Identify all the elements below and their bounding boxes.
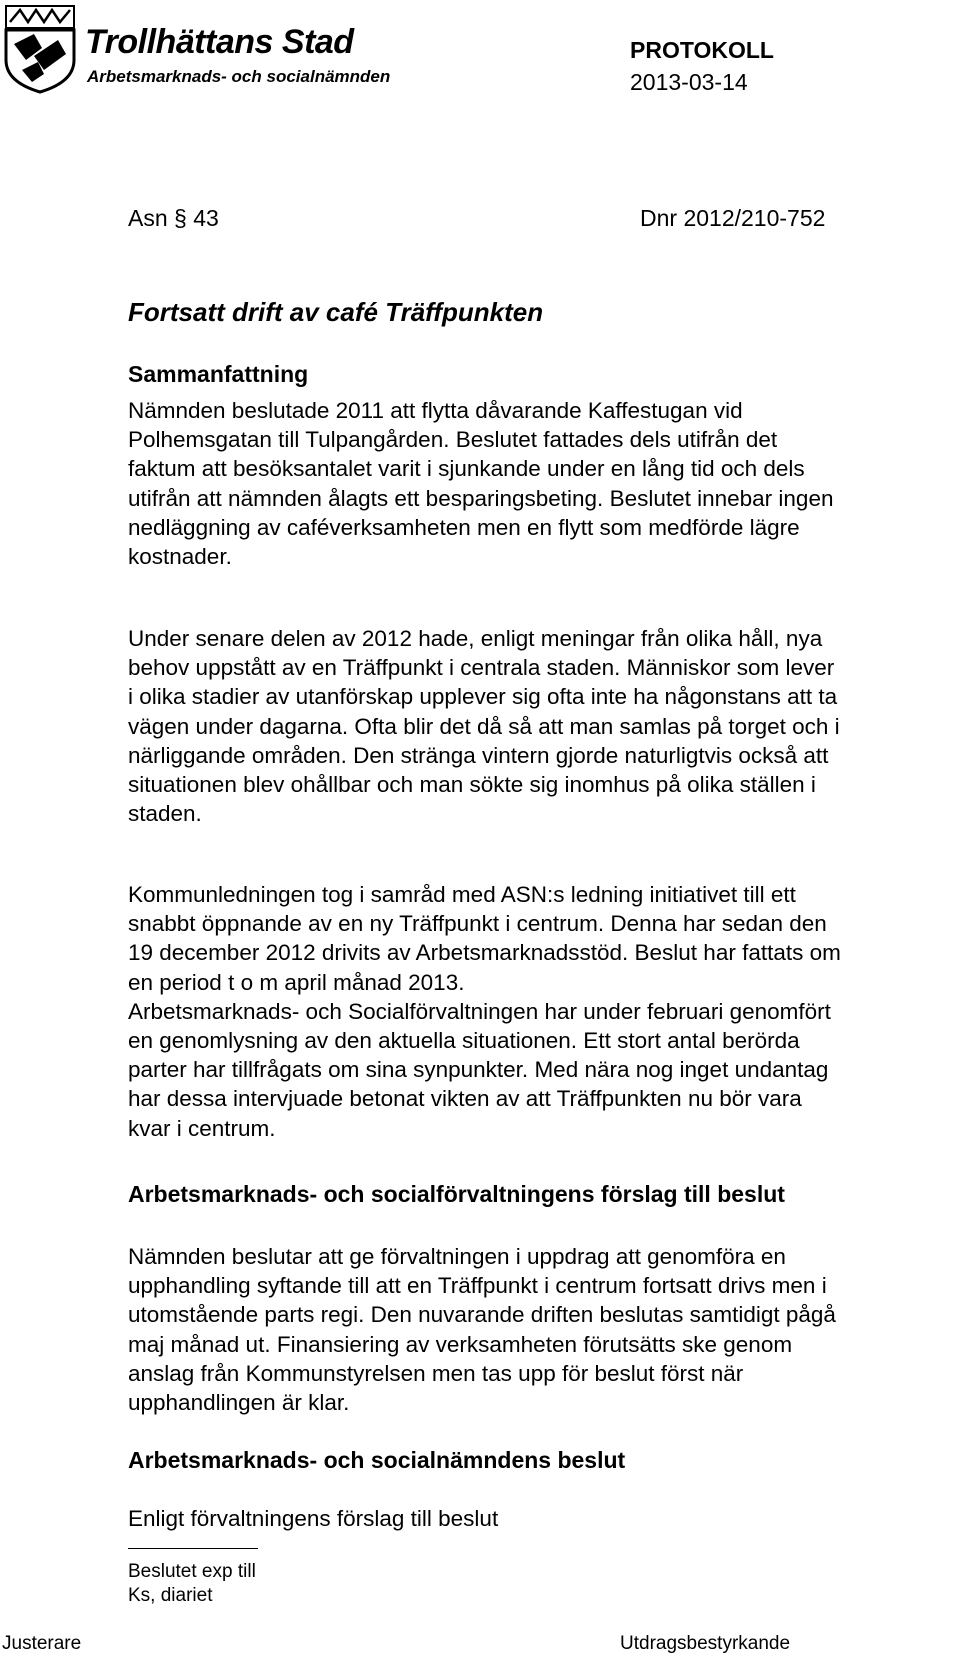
- organization-name: Trollhättans Stad: [85, 23, 354, 61]
- summary-heading: Sammanfattning: [128, 361, 309, 387]
- text-line: 19 december 2012 drivits av Arbetsmarknadsstöd. Beslut har fattats om: [128, 940, 841, 966]
- text-line: kostnader.: [128, 544, 232, 570]
- text-line: utifrån att nämnden ålagts ett besparingsbeting. Beslutet innebar ingen: [128, 485, 834, 511]
- case-number: Dnr 2012/210-752: [640, 205, 826, 231]
- document-type: PROTOKOLL: [630, 37, 774, 63]
- text-line: parter har tillfrågats om sina synpunkter. Med nära nog inget undantag: [128, 1057, 829, 1083]
- decision-heading: Arbetsmarknads- och socialnämndens beslut: [128, 1447, 626, 1473]
- coat-of-arms-logo: [4, 4, 76, 94]
- text-line: Enligt förvaltningens förslag till beslut: [128, 1506, 499, 1531]
- summary-paragraph-3: [128, 880, 948, 1143]
- text-line: en period t o m april månad 2013.: [128, 969, 465, 995]
- text-line: snabbt öppnande av en ny Träffpunkt i centrum. Denna har sedan den: [128, 911, 827, 937]
- text-line: upphandling syftande till att en Träffpunkt i centrum fortsatt drivs men i: [128, 1273, 827, 1299]
- text-line: behov uppstått av en Träffpunkt i centrala staden. Människor som lever: [128, 655, 835, 681]
- text-line: en genomlysning av den aktuella situationen. Ett stort antal berörda: [128, 1028, 800, 1054]
- footer-certification-label: Utdragsbestyrkande: [620, 1633, 791, 1654]
- proposal-heading: Arbetsmarknads- och socialförvaltningens förslag till beslut: [128, 1181, 785, 1207]
- proposal-paragraph: [128, 1242, 948, 1417]
- organization-department: Arbetsmarknads- och socialnämnden: [87, 67, 391, 86]
- distribution-line-2: Ks, diariet: [128, 1585, 213, 1606]
- page-title: Fortsatt drift av café Träffpunkten: [128, 297, 544, 327]
- text-line: faktum att besöksantalet varit i sjunkande under en lång tid och dels: [128, 456, 805, 482]
- text-line: Nämnden beslutade 2011 att flytta dåvarande Kaffestugan vid: [128, 398, 743, 423]
- text-line: Arbetsmarknads- och Socialförvaltningen har under februari genomfört: [128, 998, 831, 1024]
- text-line: anslag från Kommunstyrelsen men tas upp för beslut först när: [128, 1360, 744, 1386]
- divider-line: [128, 1548, 258, 1549]
- text-line: vägen under dagarna. Ofta blir det då så att man samlas på torget och i: [128, 713, 840, 739]
- text-line: kvar i centrum.: [128, 1115, 276, 1141]
- text-line: Under senare delen av 2012 hade, enligt meningar från olika håll, nya: [128, 626, 823, 651]
- text-line: maj månad ut. Finansiering av verksamheten förutsätts ske genom: [128, 1331, 793, 1357]
- text-line: Nämnden beslutar att ge förvaltningen i uppdrag att genomföra en: [128, 1244, 786, 1269]
- text-line: upphandlingen är klar.: [128, 1390, 350, 1416]
- decision-text: [128, 1504, 948, 1533]
- text-line: utomstående parts regi. Den nuvarande driften beslutas samtidigt pågå: [128, 1302, 836, 1328]
- summary-paragraph-2: [128, 624, 948, 828]
- document-date: 2013-03-14: [630, 69, 748, 95]
- text-line: situationen blev ohållbar och man sökte sig inomhus på olika ställen i: [128, 772, 816, 798]
- paragraph-number: Asn § 43: [128, 205, 219, 231]
- text-line: Kommunledningen tog i samråd med ASN:s ledning initiativet till ett: [128, 882, 796, 907]
- text-line: i olika stadier av utanförskap upplever sig ofta inte ha någonstans att ta: [128, 684, 838, 710]
- footer-adjuster-label: Justerare: [2, 1633, 82, 1654]
- text-line: närliggande områden. Den stränga vintern gjorde naturligtvis också att: [128, 742, 829, 768]
- text-line: staden.: [128, 801, 202, 827]
- summary-paragraph-1: [128, 396, 948, 571]
- text-line: Polhemsgatan till Tulpangården. Beslutet fattades dels utifrån det: [128, 427, 778, 453]
- text-line: har dessa intervjuade betonat vikten av att Träffpunkten nu bör vara: [128, 1086, 802, 1112]
- distribution-line-1: Beslutet exp till: [128, 1561, 256, 1582]
- text-line: nedläggning av caféverksamheten men en flytt som medförde lägre: [128, 514, 800, 540]
